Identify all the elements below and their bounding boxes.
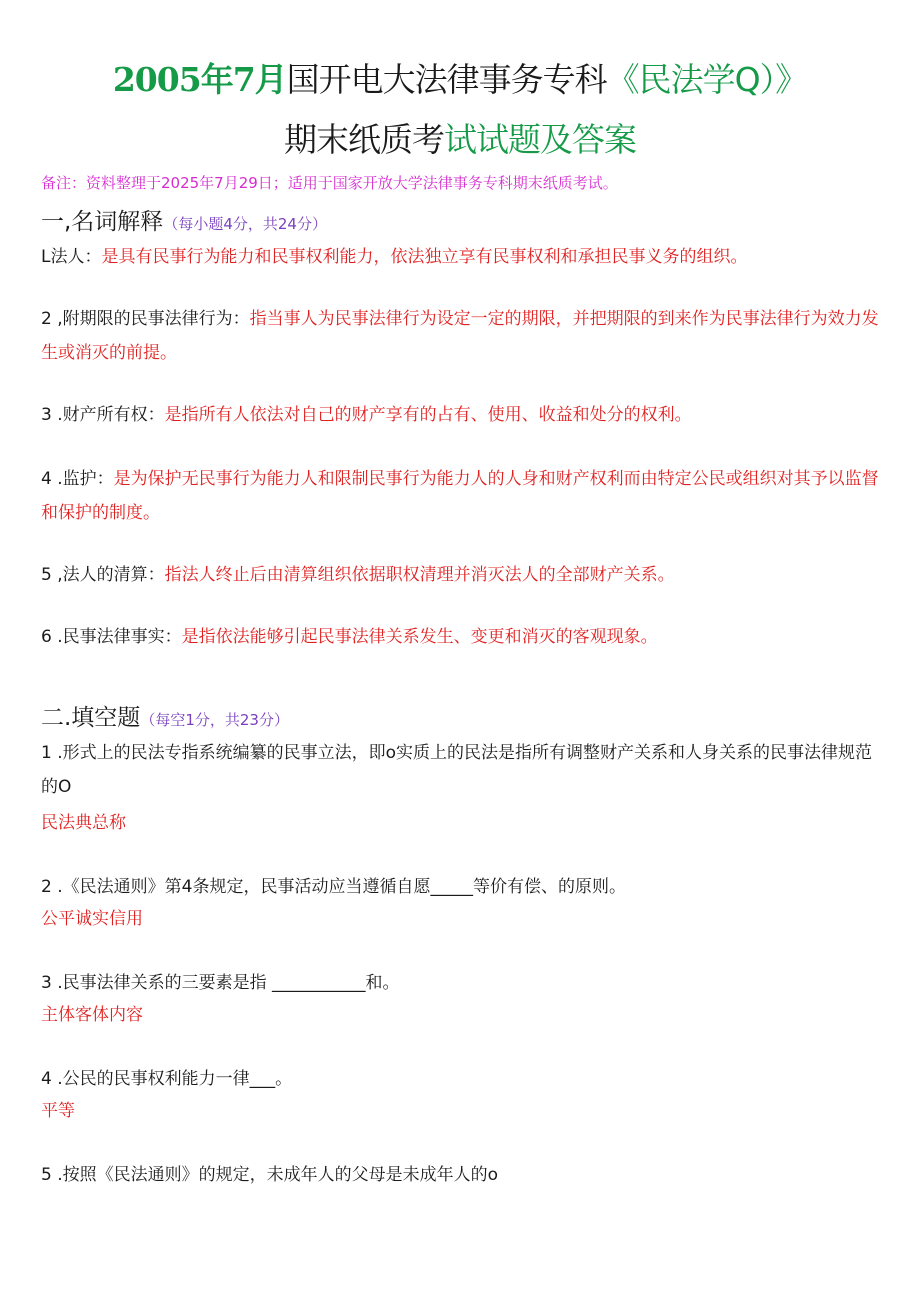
item-number: 2 <box>41 309 52 329</box>
item-definition: 是具有民事行为能力和民事权利能力，依法独立享有民事权利和承担民事义务的组织。 <box>101 247 748 267</box>
definition-item <box>41 620 881 654</box>
question-number: 1 <box>41 743 52 763</box>
item-term: ,法人的清算： <box>57 565 165 585</box>
fill-blank-question <box>41 1158 881 1192</box>
document-title-line2 <box>0 114 920 166</box>
item-definition: 是指所有人依法对自己的财产享有的占有、使用、收益和处分的权利。 <box>164 405 692 425</box>
definition-item <box>41 462 881 530</box>
question-number: 2 <box>41 877 52 897</box>
fill-blank-question <box>41 966 881 1000</box>
item-definition: 指当事人为民事法律行为设定一定的期限，并把期限的到来作为民事法律行为效力发生或消灭的前提。 <box>41 309 879 363</box>
question-text: .按照《民法通则》的规定，未成年人的父母是未成年人的o <box>57 1165 499 1185</box>
question-text: .形式上的民法专指系统编纂的民事立法，即o实质上的民法是指所有调整财产关系和人身关系的民事法律规范的O <box>41 743 873 797</box>
note-text: 备注：资料整理于2025年7月29日；适用于国家开放大学法律事务专科期末纸质考试。 <box>41 174 618 192</box>
section2-subtitle: （每空1分，共23分） <box>140 711 289 729</box>
question-answer: 主体客体内容 <box>41 1005 143 1025</box>
question-answer: 民法典总称 <box>41 813 126 833</box>
item-term: ,附期限的民事法律行为： <box>57 309 250 329</box>
title-line2-tail: 试试题及答案 <box>444 120 636 159</box>
definition-item <box>41 398 881 432</box>
item-number: 4 <box>41 469 52 489</box>
item-term: .监护： <box>57 469 114 489</box>
question-text: .《民法通则》第4条规定，民事活动应当遵循自愿_____等价有偿、的原则。 <box>57 877 626 897</box>
section2-heading <box>41 702 289 736</box>
item-definition: 是指依法能够引起民事法律关系发生、变更和消灭的客观现象。 <box>181 627 658 647</box>
fill-blank-question <box>41 736 881 804</box>
question-text: .民事法律关系的三要素是指 ___________和。 <box>57 973 400 993</box>
question-number: 5 <box>41 1165 52 1185</box>
item-term: .财产所有权： <box>57 405 165 425</box>
question-number: 3 <box>41 973 52 993</box>
item-definition: 指法人终止后由清算组织依据职权清理并消灭法人的全部财产关系。 <box>164 565 675 585</box>
question-answer: 平等 <box>41 1101 75 1121</box>
item-term: .民事法律事实： <box>57 627 182 647</box>
title-course: 《民法学Q）》 <box>606 60 808 99</box>
title-line2-main: 期末纸质考 <box>284 120 444 159</box>
item-number: 5 <box>41 565 52 585</box>
item-number: 6 <box>41 627 52 647</box>
fill-blank-question <box>41 870 881 904</box>
question-answer: 公平诚实信用 <box>41 909 143 929</box>
document-title-line1 <box>0 54 920 106</box>
fill-blank-question <box>41 1062 881 1096</box>
section1-title: 一,名词解释 <box>41 209 164 235</box>
question-text: .公民的民事权利能力一律___。 <box>57 1069 293 1089</box>
definition-item <box>41 302 881 370</box>
section2-title: 二.填空题 <box>41 705 141 731</box>
title-main: 国开电大法律事务专科 <box>286 60 607 99</box>
definition-item <box>41 240 881 274</box>
definition-item <box>41 558 881 592</box>
question-number: 4 <box>41 1069 52 1089</box>
item-number: L <box>41 247 51 267</box>
item-term: 法人： <box>50 247 102 267</box>
item-definition: 是为保护无民事行为能力人和限制民事行为能力人的人身和财产权利而由特定公民或组织对其予以监督和保护的制度。 <box>41 469 879 523</box>
title-year: 2005年7月 <box>112 60 287 99</box>
section1-subtitle: （每小题4分，共24分） <box>163 215 327 233</box>
item-number: 3 <box>41 405 52 425</box>
section1-heading <box>41 206 327 240</box>
